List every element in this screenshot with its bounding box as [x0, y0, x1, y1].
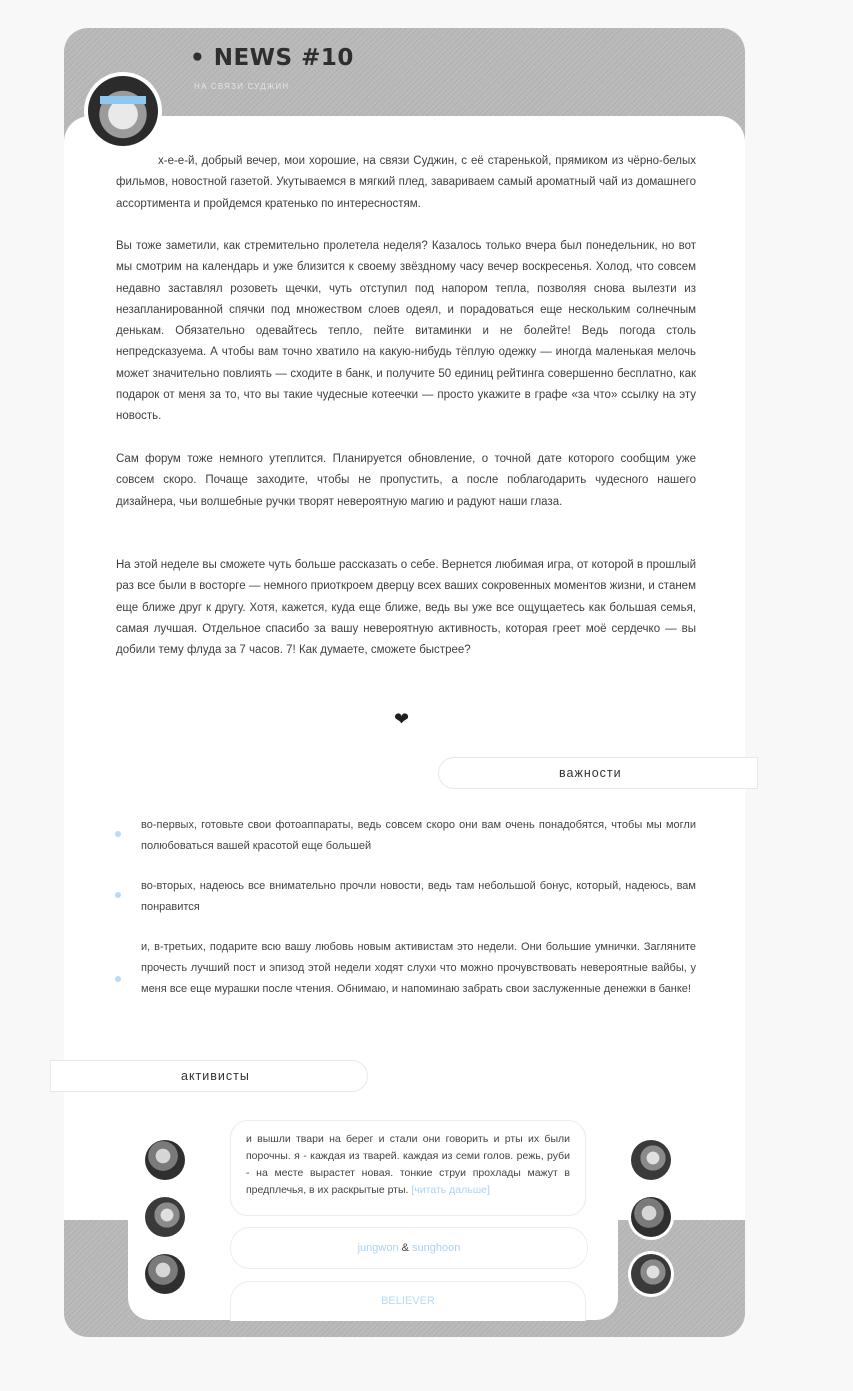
- author-avatar[interactable]: [84, 72, 162, 150]
- paragraph-intro: х-е-е-й, добрый вечер, мои хорошие, на связи Суджин, с её старенькой, прямиком из чёрно-белых фильмов, новостной газетой. Укутываемся в мягкий плед, завариваем самый ароматный чай из домашнего ассортимента и пройдемся кратенько по интересностям.: [116, 155, 696, 210]
- paragraph-forum: Сам форум тоже немного утеплится. Планируется обновление, о точной дате которого сообщим уже совсем скоро. Почаще заходите, чтобы не пропустить, а после поблагодарить чудесного нашего дизайнера, чьи волшебные ручки творят невероятную магию и радуют наши глаза.: [116, 453, 696, 508]
- best-post: [230, 1120, 586, 1216]
- activist-avatar[interactable]: [142, 1251, 188, 1297]
- pair-amp: &: [401, 1242, 409, 1254]
- bullet-dot-icon: [115, 976, 121, 982]
- activist-photo: [145, 1140, 185, 1180]
- section-activists-label: активисты: [181, 1069, 250, 1083]
- episode-title[interactable]: BELIEVER: [381, 1295, 435, 1307]
- pair-name-1[interactable]: jungwon: [357, 1242, 399, 1254]
- activist-avatar[interactable]: [142, 1194, 188, 1240]
- best-episode-pair: [230, 1227, 588, 1269]
- activist-avatar[interactable]: [628, 1137, 674, 1183]
- list-item: во-вторых, надеюсь все внимательно прочли новости, ведь там небольшой бонус, который, надеюсь, вам понравится: [141, 880, 696, 913]
- best-post-text: и вышли твари на берег и стали они говорить и рты их были порочны. я - каждая из тварей. каждая из семи голов. режь, руби - на месте вырастет новая. тонкие струи прохлады мажут в предплечья, в их раскрытые рты.: [246, 1133, 570, 1196]
- list-item: и, в-третьих, подарите всю вашу любовь новым активистам это недели. Они большие умнички. Загляните прочесть лучший пост и эпизод этой недели ходят слухи что можно прочувствовать невероятные вайбы, у меня все еще мурашки после чтения. Обнимаю, и напоминаю забрать свои заслуженные денежки в банке!: [141, 941, 696, 995]
- page-subtitle: НА СВЯЗИ СУДЖИН: [194, 82, 290, 91]
- activist-avatar[interactable]: [628, 1194, 674, 1240]
- bullet-dot-icon: [115, 831, 121, 837]
- section-importance: [438, 757, 758, 789]
- best-episode: [230, 1281, 586, 1321]
- list-item: во-первых, готовьте свои фотоаппараты, ведь совсем скоро они вам очень понадобятся, чтобы мы могли полюбоваться вашей красотой еще большей: [141, 819, 696, 852]
- section-activists: [50, 1060, 368, 1092]
- highlight-bar: [100, 96, 146, 104]
- activist-avatar[interactable]: [142, 1137, 188, 1183]
- paragraph-game: На этой неделе вы сможете чуть больше рассказать о себе. Вернется любимая игра, от которой в прошлый раз все были в восторге — немного приоткроем дверцу всех ваших сокровенных моментов жизни, и станем еще ближе друг к другу. Хотя, кажется, куда еще ближе, ведь вы уже все ощущаетесь как большая семья, самая лучшая. Отдельное спасибо за вашу невероятную активность, которая греет моё сердечко — вы добили тему флуда за 7 часов. 7! Как думаете, сможете быстрее?: [116, 559, 696, 657]
- activist-photo: [145, 1197, 185, 1237]
- heart-icon: ❤: [394, 709, 410, 729]
- activist-photo: [145, 1254, 185, 1294]
- page-title: • NEWS #10: [190, 45, 354, 71]
- read-more-link[interactable]: [читать дальше]: [411, 1184, 490, 1196]
- author-photo: [88, 76, 158, 146]
- activist-avatar[interactable]: [628, 1251, 674, 1297]
- section-importance-label: важности: [559, 766, 622, 780]
- pair-name-2[interactable]: sunghoon: [412, 1242, 461, 1254]
- activist-photo: [631, 1140, 671, 1180]
- paragraph-week: Вы тоже заметили, как стремительно пролетела неделя? Казалось только вчера был понедельник, но вот мы смотрим на календарь и уже близится к своему звёздному часу вечер воскресенья. Холод, что совсем недавно заставлял розоветь щечки, чуть отступил под напором тепла, позволяя снова вылезти из незапланированной спячки под множеством слоев одеял, и порадоваться еще нескольким солнечным денькам. Обязательно одевайтесь тепло, пейте витаминки и не болейте! Ведь погода столь непредсказуема. А чтобы вам точно хватило на какую-нибудь тёплую одежку — иногда маленькая мелочь может значительно повлиять — сходите в банк, и получите 50 единиц рейтинга совершенно бесплатно, как подарок от меня за то, что вы такие чудесные котеечки — просто укажите в графе «за что» ссылку на эту новость.: [116, 240, 696, 423]
- activist-photo: [631, 1197, 671, 1237]
- bullet-dot-icon: [115, 892, 121, 898]
- activist-photo: [631, 1254, 671, 1294]
